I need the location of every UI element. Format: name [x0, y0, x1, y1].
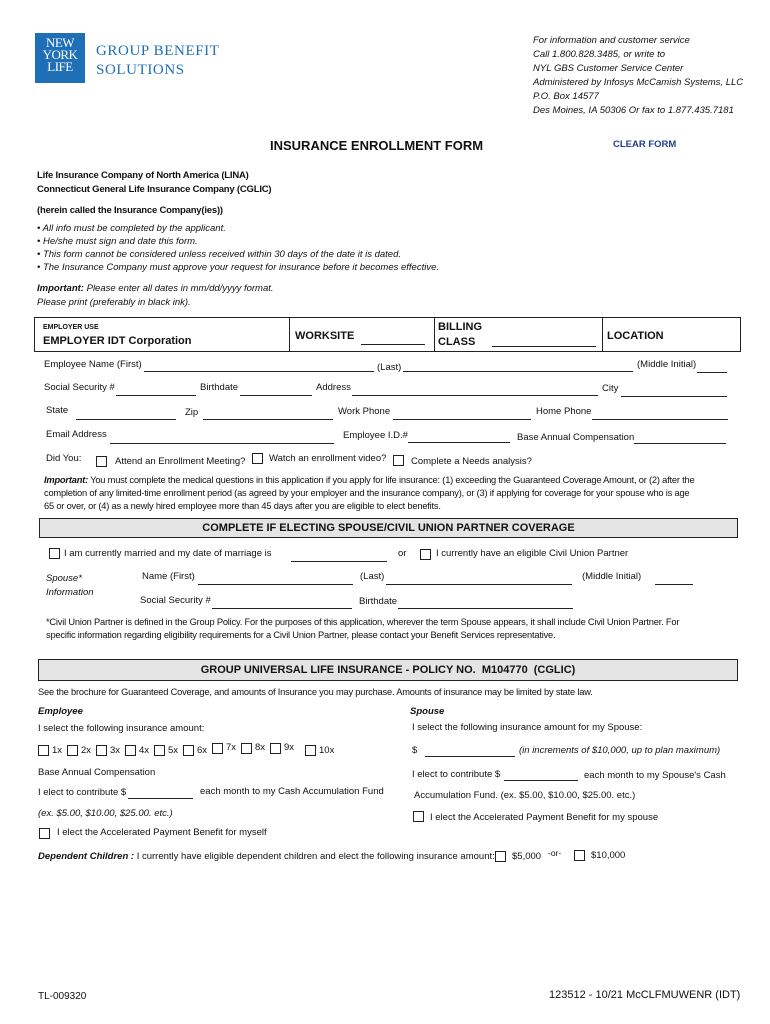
first-name-label: Employee Name (First) — [44, 359, 142, 370]
civil-union-checkbox[interactable] — [420, 549, 431, 560]
clear-form-button[interactable]: CLEAR FORM — [613, 139, 677, 150]
dependent-or-label: -or- — [548, 848, 562, 858]
married-label: I am currently married and my date of marriage is — [64, 548, 272, 559]
employee-accelerated-label: I elect the Accelerated Payment Benefit for myself — [57, 827, 267, 838]
spouse-middle-label: (Middle Initial) — [582, 571, 642, 582]
middle-initial-label: (Middle Initial) — [637, 359, 697, 370]
attend-meeting-label: Attend an Enrollment Meeting? — [115, 456, 246, 467]
base-comp-field[interactable] — [634, 443, 726, 444]
spouse-amount-field[interactable] — [425, 756, 515, 757]
multiple-label: 6x — [197, 745, 208, 756]
work-phone-field[interactable] — [393, 419, 531, 420]
multiple-label: 3x — [110, 745, 121, 756]
employee-base-comp-label: Base Annual Compensation — [38, 767, 156, 778]
zip-label: Zip — [185, 407, 199, 418]
company-line2: Connecticut General Life Insurance Company (CGLIC) — [37, 184, 272, 195]
company-note: (herein called the Insurance Company(ies)) — [37, 205, 223, 216]
dependent-10000-label: $10,000 — [591, 850, 626, 861]
last-name-field[interactable] — [403, 371, 633, 372]
spouse-increments-note: (in increments of $10,000, up to plan maximum) — [519, 745, 721, 756]
spouse-label: Spouse* — [46, 573, 82, 584]
employee-accelerated-checkbox[interactable] — [39, 828, 50, 839]
spouse-first-field[interactable] — [198, 584, 353, 585]
gul-band-suffix: (CGLIC) — [533, 664, 576, 676]
multiple-label: 9x — [284, 742, 295, 753]
first-name-field[interactable] — [144, 371, 374, 372]
civil-union-label: I currently have an eligible Civil Union Partner — [436, 548, 629, 559]
worksite-field[interactable] — [361, 344, 425, 345]
spouse-accelerated-label: I elect the Accelerated Payment Benefit for my spouse — [430, 812, 659, 823]
print-note: Please print (preferably in black ink). — [37, 297, 191, 308]
instruction-item: • This form cannot be considered unless received within 30 days of the date it is dated. — [37, 249, 402, 260]
important-label: Important: — [37, 283, 84, 294]
employee-examples: (ex. $5.00, $10.00, $25.00. etc.) — [38, 808, 173, 819]
worksite-label: WORKSITE — [295, 330, 355, 342]
multiple-2x-checkbox[interactable] — [67, 745, 78, 756]
or-label: or — [398, 548, 407, 559]
employee-contribute-label: I elect to contribute $ — [38, 787, 127, 798]
multiple-label: 8x — [255, 742, 266, 753]
logo-mark-line: NEW — [45, 35, 75, 50]
employee-contribute-suffix: each month to my Cash Accumulation Fund — [200, 786, 384, 797]
dependent-5000-checkbox[interactable] — [495, 851, 506, 862]
info-line: For information and customer service — [533, 35, 690, 46]
multiple-label: 10x — [319, 745, 335, 756]
civil-union-note-line1: *Civil Union Partner is defined in the Group Policy. For the purposes of this application, wherever the term Spouse appears, it shall include Civil Union Partner. For — [46, 617, 680, 627]
ssn-field[interactable] — [116, 395, 196, 396]
watch-video-checkbox[interactable] — [252, 453, 263, 464]
instruction-text: The Insurance Company must approve your request for insurance before it becomes effective. — [42, 262, 440, 273]
dependent-10000-checkbox[interactable] — [574, 850, 585, 861]
home-phone-label: Home Phone — [536, 406, 592, 417]
info-line: NYL GBS Customer Service Center — [533, 63, 684, 74]
new-york-life-logo — [35, 33, 85, 83]
did-you-label: Did You: — [46, 453, 82, 464]
employer-table — [34, 317, 741, 352]
spouse-heading: Spouse — [410, 706, 445, 717]
multiple-6x-checkbox[interactable] — [183, 745, 194, 756]
important-medical-line3: 65 or over, or (4) as a newly hired employee more than 45 days after you are eligible to elect benefits. — [44, 501, 441, 511]
last-name-label: (Last) — [377, 362, 402, 373]
info-line: P.O. Box 14577 — [533, 91, 599, 102]
important-label: Important: — [44, 475, 88, 485]
employee-heading: Employee — [38, 706, 83, 717]
instruction-text: This form cannot be considered unless received within 30 days of the date it is dated. — [42, 249, 402, 260]
logo-mark-line: LIFE — [47, 59, 73, 74]
needs-analysis-checkbox[interactable] — [393, 455, 404, 466]
zip-field[interactable] — [203, 419, 333, 420]
gul-policy-band — [38, 659, 738, 681]
important-text: Please enter all dates in mm/dd/yyyy format. — [86, 283, 274, 294]
state-label: State — [46, 405, 69, 416]
multiple-8x-checkbox[interactable] — [241, 743, 252, 754]
dependent-text: I currently have eligible dependent children and elect the following insurance amount: — [136, 851, 495, 862]
dependent-5000-label: $5,000 — [512, 851, 542, 862]
dependent-children-row — [38, 851, 495, 862]
spouse-fund-label: Accumulation Fund. (ex. $5.00, $10.00, $25.00. etc.) — [414, 790, 636, 801]
base-comp-label: Base Annual Compensation — [517, 432, 635, 443]
employer-use-label: EMPLOYER USE — [43, 324, 99, 331]
gul-band-prefix: GROUP UNIVERSAL LIFE INSURANCE - POLICY NO. — [200, 664, 476, 676]
ssn-label: Social Security # — [44, 382, 115, 393]
home-phone-field[interactable] — [592, 419, 728, 420]
multiple-10x-checkbox[interactable] — [305, 745, 316, 756]
brochure-note: See the brochure for Guaranteed Coverage, and amounts of Insurance you may purchase. Amounts of insurance may be limited by state law. — [38, 687, 593, 697]
multiple-9x-checkbox[interactable] — [270, 743, 281, 754]
dependent-label: Dependent Children : — [38, 851, 135, 862]
form-title: INSURANCE ENROLLMENT FORM — [270, 138, 484, 153]
spouse-accelerated-checkbox[interactable] — [413, 811, 424, 822]
marriage-date-field[interactable] — [291, 561, 387, 562]
location-cell[interactable] — [603, 318, 740, 351]
email-label: Email Address — [46, 429, 107, 440]
employer-name: EMPLOYER IDT Corporation — [43, 335, 192, 347]
spouse-contribute-suffix: each month to my Spouse's Cash — [584, 770, 726, 781]
billing-cell[interactable] — [434, 318, 603, 351]
worksite-cell[interactable] — [289, 318, 435, 351]
multiple-3x-checkbox[interactable] — [96, 745, 107, 756]
watch-video-label: Watch an enrollment video? — [269, 453, 387, 464]
instruction-text: He/she must sign and date this form. — [42, 236, 198, 247]
birthdate-field[interactable] — [240, 395, 312, 396]
policy-number: M104770 — [479, 660, 531, 681]
multiple-label: 2x — [81, 745, 92, 756]
class-label: CLASS — [438, 336, 476, 348]
instruction-item: • All info must be completed by the applicant. — [37, 223, 226, 234]
multiple-label: 5x — [168, 745, 179, 756]
multiple-5x-checkbox[interactable] — [154, 745, 165, 756]
multiple-label: 7x — [226, 742, 237, 753]
attend-meeting-checkbox[interactable] — [96, 456, 107, 467]
multiple-1x-checkbox[interactable] — [38, 745, 49, 756]
info-line: Des Moines, IA 50306 Or fax to 1.877.435.7181 — [533, 105, 734, 116]
married-checkbox[interactable] — [49, 548, 60, 559]
instruction-text: All info must be completed by the applicant. — [42, 223, 226, 234]
spouse-last-field[interactable] — [386, 584, 572, 585]
information-label: Information — [46, 587, 94, 598]
logo-mark-line: YORK — [42, 47, 78, 62]
important-text: You must complete the medical questions in this application if you apply for life insurance: (1) exceeding the Guaranteed Coverage Amount, or (2) after the — [90, 475, 695, 485]
spouse-coverage-band: COMPLETE IF ELECTING SPOUSE/CIVIL UNION PARTNER COVERAGE — [39, 518, 738, 538]
employee-id-field[interactable] — [408, 442, 510, 443]
middle-initial-field[interactable] — [697, 372, 727, 373]
instruction-item: • The Insurance Company must approve your request for insurance before it becomes effective. — [37, 262, 440, 273]
important-medical-line1 — [44, 475, 695, 485]
needs-analysis-label: Complete a Needs analysis? — [411, 456, 532, 467]
employee-select-label: I select the following insurance amount: — [38, 723, 205, 734]
info-line: Administered by Infosys McCamish Systems, LLC — [533, 77, 744, 88]
multiple-label: 1x — [52, 745, 63, 756]
birthdate-label: Birthdate — [200, 382, 239, 393]
employer-cell — [35, 318, 290, 351]
instruction-item: • He/she must sign and date this form. — [37, 236, 198, 247]
billing-class-field[interactable] — [492, 346, 596, 347]
email-field[interactable] — [110, 443, 334, 444]
spouse-contribute-field[interactable] — [504, 780, 578, 781]
multiple-4x-checkbox[interactable] — [125, 745, 136, 756]
spouse-middle-field[interactable] — [655, 584, 693, 585]
spouse-ssn-field[interactable] — [212, 608, 352, 609]
spouse-birthdate-field[interactable] — [398, 608, 573, 609]
employee-id-label: Employee I.D.# — [343, 430, 408, 441]
spouse-contribute-label: I elect to contribute $ — [412, 769, 501, 780]
spouse-birthdate-label: Birthdate — [359, 596, 398, 607]
city-label: City — [602, 383, 619, 394]
footer-code: 123512 - 10/21 McCLFMUWENR (IDT) — [549, 989, 741, 1001]
address-field[interactable] — [352, 395, 598, 396]
multiple-label: 4x — [139, 745, 150, 756]
state-field[interactable] — [76, 419, 176, 420]
info-line: Call 1.800.828.3485, or write to — [533, 49, 666, 60]
company-line1: Life Insurance Company of North America (LINA) — [37, 170, 249, 181]
civil-union-note-line2: specific information regarding eligibility requirements for a Civil Union Partner, please contact your Benefit Services representative. — [46, 630, 556, 640]
footer-form-number: TL-009320 — [38, 991, 87, 1002]
billing-label: BILLING — [438, 321, 482, 333]
spouse-last-label: (Last) — [360, 571, 385, 582]
important-medical-line2: completion of any limited-time enrollment period (as agreed by your employer and the insurance company), or (3) if applying for coverage for your spouse who is age — [44, 488, 690, 498]
address-label: Address — [316, 382, 351, 393]
spouse-first-label: Name (First) — [142, 571, 195, 582]
spouse-ssn-label: Social Security # — [140, 595, 211, 606]
logo-text-line2: SOLUTIONS — [96, 62, 185, 78]
employee-contribute-field[interactable] — [128, 798, 193, 799]
work-phone-label: Work Phone — [338, 406, 391, 417]
spouse-select-label: I select the following insurance amount for my Spouse: — [412, 722, 643, 733]
city-field[interactable] — [621, 396, 727, 397]
important-dates — [37, 283, 274, 294]
logo-text-line1: GROUP BENEFIT — [96, 43, 220, 59]
multiple-7x-checkbox[interactable] — [212, 743, 223, 754]
spouse-dollar-label: $ — [412, 745, 418, 756]
location-label: LOCATION — [607, 330, 664, 342]
